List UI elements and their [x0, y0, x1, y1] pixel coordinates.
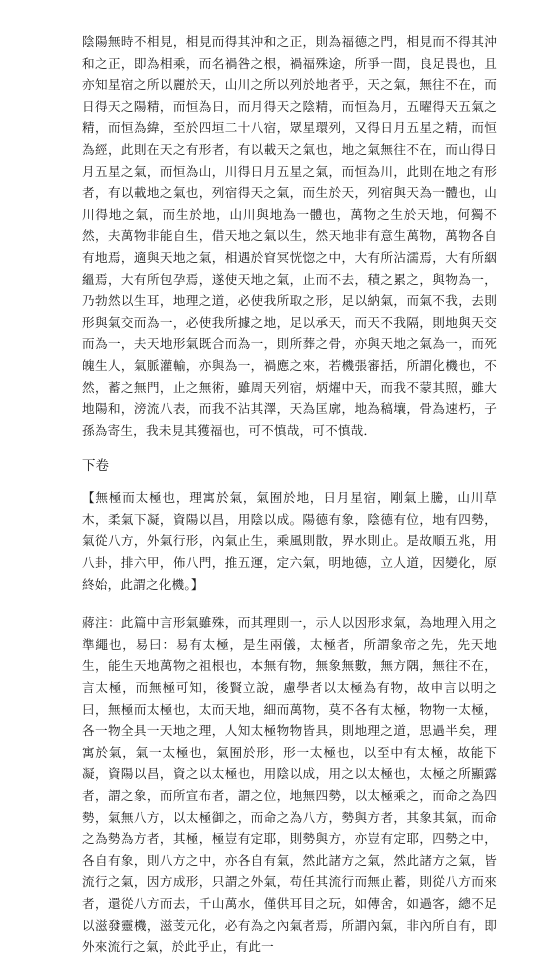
section-heading: 下卷	[82, 458, 109, 475]
commentary-paragraph: 蔣注：此篇中言形氣雖殊，而其理則一，示人以因形求氣，為地理入用之準繩也，易曰：易有太極，是生兩儀，太極者，所謂象帝之先，先天地生，能生天地萬物之祖根也，本無有物，無象無數，無方隅，無往不在，言太極，而無極可知，後賢立說，慮學者以太極為有物，故申言以明之曰，無極而太極也，太而天地，細而萬物，莫不各有太極，物物一太極，各一物全具一天地之理，人知太極物物皆具，則地理之道，思過半矣，理寓於氣，氣一太極也，氣囿於形，形一太極也，以至中有太極，故能下凝，資陽以昌，資之以太極也，用陰以成，用之以太極也，太極之所顯露者，謂之象，而所宣布者，謂之位，地無四勢，以太極乘之，而命之為四勢，氣無八方，以太極御之，而命之為八方，勢與方者，其象其氣，而命之為勢為方者，其極，極豈有定耶，則勢與方，亦豈有定耶，四勢之中，各自有象，則八方之中，亦各自有氣，然此諸方之氣，然此諸方之氣，皆流行之氣，因方成形，只謂之外氣，苟任其流行而無止蓄，則從八方而來者，還從八方而去，千山萬水，僅供耳目之玩，如傳舍，如過客，總不足以滋發靈機，滋芰元化，必有為之內氣者焉，所謂內氣，非內所自有，即外來流行之氣，於此乎止，有此一	[82, 615, 497, 955]
body-paragraph: 陰陽無時不相見，相見而得其沖和之正，則為福德之門，相見而不得其沖和之正，即為相乘，而名禍咎之根，禍福殊途，所爭一間，良足畏也，且亦知星宿之所以麗於天，山川之所以列於地者乎，天之氣，無往不在，而日得天之陽精，而恒為日，而月得天之陰精，而恒為月，五曜得天五氣之精，而恒為緯，至於四垣二十八宿，眾星環列，又得日月五星之精，而恒為經，此則在天之有形者，有以載天之氣也，地之氣無往不在，而山得日月五星之氣，而恒為山，川得日月五星之氣，而恒為川，此則在地之有形者，有以載地之氣也，列宿得天之氣，而生於天，列宿與天為一體也，山川得地之氣，而生於地，山川與地為一體也，萬物之生於天地，何獨不然，夫萬物非能自生，借天地之氣以生，然天地非有意生萬物，萬物各自有地焉，適與天地之氣，相遇於窅冥恍惚之中，大有所沾濡焉，大有所絪縕焉，大有所包孕焉，遂使天地之氣，止而不去，積之累之，與物為一，乃勃然以生耳，地理之道，必使我所取之形，足以納氣，而氣不我，去則形與氣交而為一，必使我所據之地，足以承天，而天不我隔，則地與天交而為一，夫天地形氣既合而為一，則所葬之骨，亦與天地之氣為一，而死魄生人，氣脈灌輸，亦與為一，禍應之來，若機張審括，所謂化機也，不然，蓄之無門，止之無術，雖周天列宿，炳燿中天，而我不蒙其照，雖大地陽和，滂流八表，而我不沾其澤，天為匡廓，地為稿壤，骨為速朽，子孫為寄生，我未見其獲福也，可不慎哉，可不慎哉．	[82, 34, 497, 438]
main-text-paragraph: 【無極而太極也，理寓於氣，氣囿於地，日月星宿，剛氣上騰，山川草木，柔氣下凝，資陽以昌，用陰以成。陽德有象，陰德有位，地有四勢，氣從八方，外氣行形，內氣止生，乘風則散，界水則止。是故順五兆，用八卦，排六甲，佈八門，推五運，定六氣，明地德，立人道，因變化，原終始，此謂之化機。】	[82, 490, 497, 592]
